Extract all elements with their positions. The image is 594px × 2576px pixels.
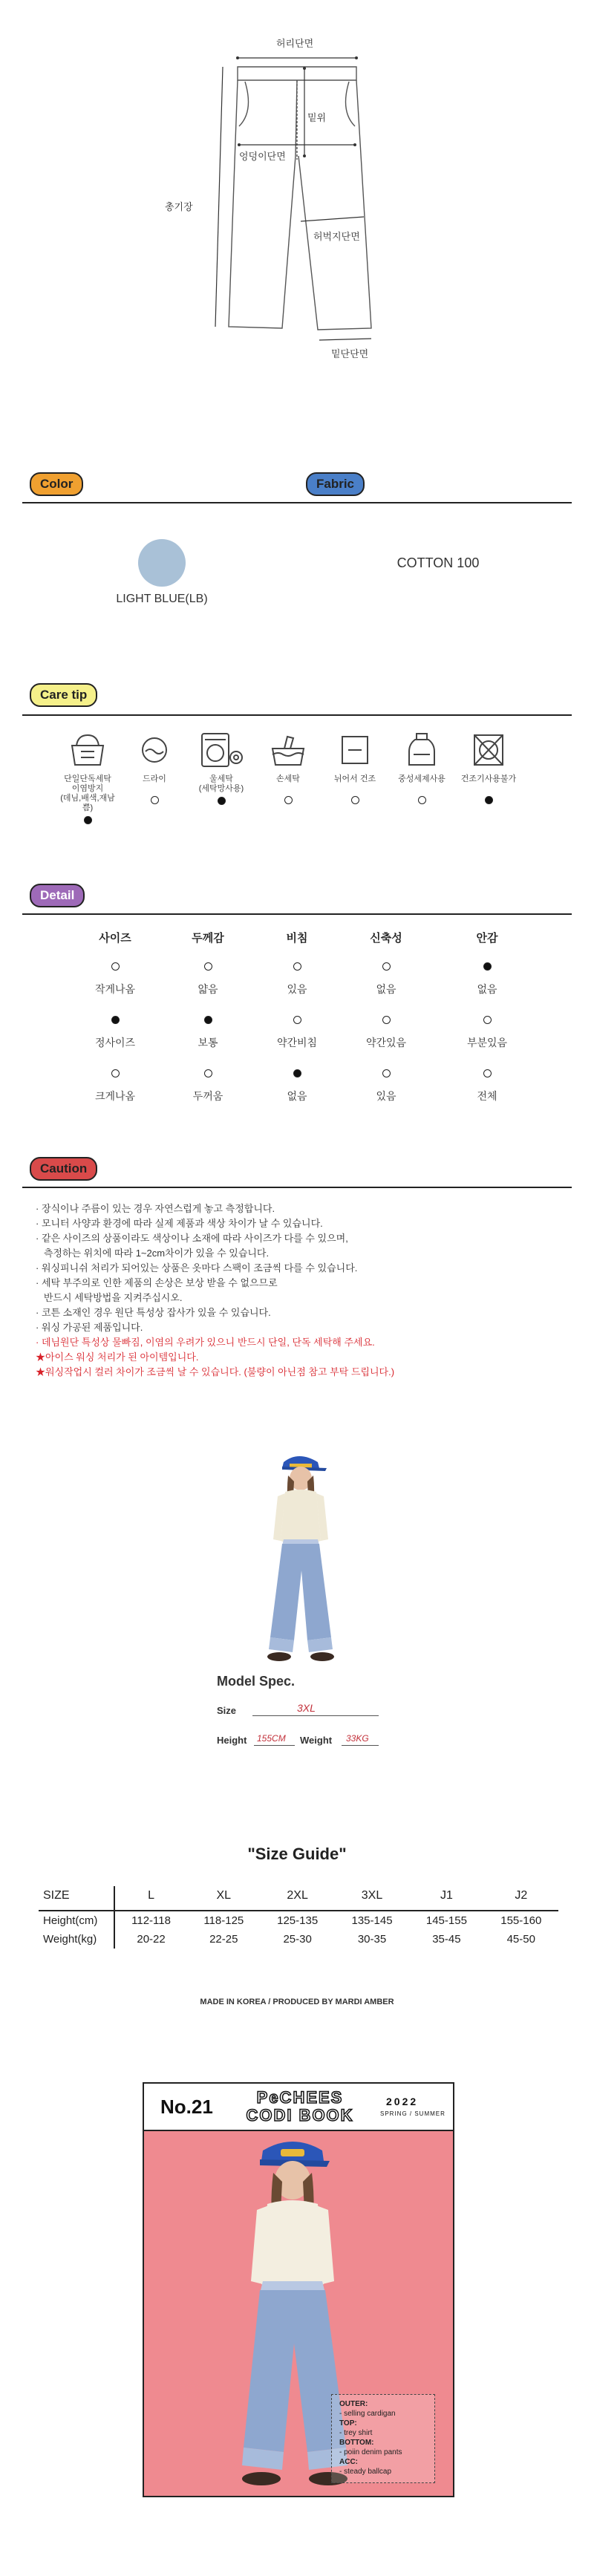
cover-year: 2022 — [386, 2096, 419, 2107]
size-cell: 25-30 — [283, 1933, 312, 1946]
detail-option: 약간비침 — [276, 1037, 318, 1049]
size-guide-title: "Size Guide" — [247, 1845, 347, 1863]
care-item — [258, 731, 318, 806]
detail-badge: Detail — [30, 884, 85, 907]
detail-option: 있음 — [376, 1090, 396, 1102]
caution-line: · 워싱 가공된 제품입니다. — [36, 1322, 143, 1333]
size-cell: 155-160 — [500, 1914, 542, 1927]
hand-wash-icon — [268, 731, 308, 769]
detail-dot — [382, 1069, 391, 1077]
model-size-label: Size — [217, 1705, 237, 1716]
detail-option: 얇음 — [198, 983, 218, 995]
detail-dot — [382, 962, 391, 971]
fabric-badge: Fabric — [306, 472, 365, 496]
detergent-icon — [402, 731, 442, 769]
model-weight-value: 33KG — [346, 1733, 369, 1744]
care-dot-off — [284, 796, 293, 804]
size-header-cell: SIZE — [39, 1886, 114, 1911]
detail-dot-selected — [293, 1069, 301, 1077]
label-rise: 밑위 — [307, 112, 327, 123]
caution-line-warning: · 데님원단 특성상 물빠짐, 이염의 우려가 있으니 반드시 단일, 단독 세탁해 주세요. — [36, 1337, 375, 1348]
credit-value: - steady ballcap — [339, 2468, 392, 2476]
detail-dot-selected — [111, 1016, 120, 1024]
model-spec-title: Model Spec. — [217, 1674, 296, 1689]
cover-logo-line2: CODI BOOK — [246, 2106, 354, 2125]
care-dot-on — [218, 797, 226, 805]
care-dot-off — [351, 796, 359, 804]
divider — [22, 1187, 572, 1188]
detail-dot — [204, 1069, 212, 1077]
divider — [22, 714, 572, 716]
detail-column-lining — [443, 930, 532, 1112]
care-tip-badge: Care tip — [30, 683, 97, 707]
size-cell: 145-155 — [425, 1914, 467, 1927]
label-total-length: 총기장 — [165, 201, 193, 212]
size-cell: 112-118 — [131, 1914, 171, 1927]
size-row-weight — [39, 1930, 558, 1949]
color-name: LIGHT BLUE(LB) — [116, 593, 208, 605]
detail-header: 사이즈 — [99, 932, 131, 945]
detail-dot — [483, 1016, 492, 1024]
caution-badge: Caution — [30, 1157, 97, 1181]
credit-value: - trey shirt — [339, 2429, 373, 2437]
credit-value: - poiin denim pants — [339, 2448, 402, 2456]
detail-dot — [293, 962, 301, 971]
cover-credits-box — [331, 2394, 435, 2483]
size-header-cell: J2 — [515, 1889, 528, 1902]
size-cell: 118-125 — [203, 1914, 244, 1927]
caution-list — [36, 1201, 570, 1380]
color-badge: Color — [30, 472, 83, 496]
weight-underline — [342, 1745, 379, 1746]
flat-dry-icon — [335, 731, 375, 769]
detail-option: 크게나옴 — [94, 1090, 136, 1102]
size-header-cell: XL — [216, 1889, 232, 1902]
detail-option: 부분있음 — [466, 1037, 508, 1049]
care-item — [192, 731, 251, 807]
caution-line: · 워싱피니쉬 처리가 되어있는 상품은 옷마다 스팩이 조금씩 다를 수 있습니다. — [36, 1262, 358, 1274]
detail-option: 없음 — [477, 983, 497, 995]
size-row-label: Height(cm) — [39, 1911, 114, 1930]
detail-option: 없음 — [287, 1090, 307, 1102]
size-cell: 30-35 — [357, 1933, 387, 1946]
detail-option: 약간있음 — [365, 1037, 407, 1049]
no-tumble-dry-icon — [469, 731, 509, 769]
detail-option: 정사이즈 — [94, 1037, 136, 1049]
model-height-label: Height — [217, 1735, 247, 1746]
size-header-cell: 3XL — [361, 1889, 383, 1902]
model-size-value: 3XL — [297, 1702, 316, 1714]
detail-option: 전체 — [477, 1090, 497, 1102]
detail-column-thickness — [163, 930, 252, 1112]
detail-column-sheerness — [252, 930, 342, 1112]
care-dot-off — [151, 796, 159, 804]
pants-measurement-diagram — [186, 30, 423, 371]
size-cell: 20-22 — [137, 1933, 166, 1946]
size-cell: 125-135 — [277, 1914, 319, 1927]
credit-key: BOTTOM: — [339, 2439, 374, 2447]
fabric-value: COTTON 100 — [396, 555, 480, 570]
care-item — [325, 731, 385, 806]
credit-key: TOP: — [339, 2419, 357, 2427]
care-dot-off — [418, 796, 426, 804]
label-hip: 엉덩이단면 — [239, 151, 286, 162]
size-guide-table — [39, 1886, 558, 1949]
codi-book-cover — [143, 2082, 454, 2497]
credit-key: ACC: — [339, 2458, 358, 2466]
detail-option: 작게나옴 — [94, 983, 136, 995]
detail-dot — [111, 1069, 120, 1077]
height-underline — [254, 1745, 295, 1746]
model-photo — [245, 1452, 356, 1667]
hand-wash-basin-icon — [68, 731, 108, 769]
detail-column-stretch — [342, 930, 431, 1112]
detail-option: 있음 — [287, 983, 307, 995]
caution-line-warning: ★워싱작업시 컬러 차이가 조금씩 날 수 있습니다. (불량이 아닌점 참고 부탁 드립니다.) — [36, 1366, 395, 1377]
care-label: 중성세제사용 — [398, 775, 446, 783]
made-in-text: MADE IN KOREA / PRODUCED BY MARDI AMBER — [200, 1998, 394, 2006]
care-item — [392, 731, 451, 806]
caution-line: · 세탁 부주의로 인한 제품의 손상은 보상 받을 수 없으므로 — [36, 1277, 278, 1288]
care-dot-on — [84, 816, 92, 824]
caution-line: · 코튼 소재인 경우 원단 특성상 잡사가 있을 수 있습니다. — [36, 1307, 271, 1318]
divider — [22, 502, 572, 503]
size-header-row — [39, 1886, 558, 1911]
care-dot-on — [485, 796, 493, 804]
label-thigh: 허벅지단면 — [313, 231, 360, 242]
detail-dot — [204, 962, 212, 971]
care-item — [125, 731, 184, 806]
size-cell: 35-45 — [432, 1933, 461, 1946]
detail-header: 안감 — [476, 932, 498, 945]
caution-line-warning: ★아이스 워싱 처리가 된 아이템입니다. — [36, 1351, 199, 1363]
caution-line: · 장식이나 주름이 있는 경우 자연스럽게 놓고 측정합니다. — [36, 1203, 275, 1214]
caution-line: 반드시 세탁방법을 지켜주십시오. — [36, 1292, 183, 1303]
label-waist: 허리단면 — [276, 38, 314, 49]
size-row-label: Weight(kg) — [39, 1930, 114, 1949]
detail-column-size — [71, 930, 160, 1112]
detail-header: 두께감 — [192, 932, 224, 945]
cover-logo-line1: PeCHEES — [256, 2088, 344, 2107]
model-weight-label: Weight — [300, 1735, 333, 1746]
size-row-height — [39, 1911, 558, 1930]
detail-dot — [293, 1016, 301, 1024]
credit-key: OUTER: — [339, 2400, 368, 2408]
color-swatch — [138, 539, 186, 587]
detail-dot — [483, 1069, 492, 1077]
caution-line: 측정하는 위치에 따라 1~2cm차이가 있을 수 있습니다. — [36, 1248, 270, 1259]
washing-machine-icon — [198, 731, 245, 769]
label-hem: 밑단단면 — [331, 348, 369, 359]
size-cell: 135-145 — [351, 1914, 393, 1927]
detail-option: 두꺼움 — [192, 1090, 223, 1102]
detail-dot-selected — [483, 962, 492, 971]
size-header-cell: L — [148, 1889, 155, 1902]
detail-option: 없음 — [376, 983, 396, 995]
cover-issue-number: No.21 — [160, 2096, 213, 2118]
cover-season: SPRING / SUMMER — [380, 2110, 446, 2117]
care-label: 뉘어서 건조 — [333, 775, 376, 783]
caution-line: · 같은 사이즈의 상품이라도 색상이나 소재에 따라 사이즈가 다를 수 있으며, — [36, 1233, 348, 1244]
care-label: 울세탁 (세탁망사용) — [198, 775, 244, 793]
detail-dot — [111, 962, 120, 971]
dry-clean-icon — [134, 731, 174, 769]
size-cell: 22-25 — [209, 1933, 238, 1946]
divider — [22, 913, 572, 915]
care-label: 단일단독세탁 이염방지 (데님,배색,재남쁨) — [60, 775, 115, 812]
detail-header: 비침 — [286, 932, 308, 945]
care-label: 드라이 — [143, 775, 166, 783]
size-header-cell: J1 — [440, 1889, 453, 1902]
size-header-cell: 2XL — [287, 1889, 308, 1902]
size-underline — [252, 1715, 379, 1716]
model-height-value: 155CM — [257, 1733, 286, 1744]
size-cell: 45-50 — [506, 1933, 535, 1946]
detail-dot-selected — [204, 1016, 212, 1024]
detail-header: 신축성 — [370, 932, 402, 945]
care-label: 손세탁 — [276, 775, 300, 783]
care-label: 건조기사용불가 — [460, 775, 517, 783]
detail-option: 보통 — [198, 1037, 218, 1049]
detail-dot — [382, 1016, 391, 1024]
credit-value: - selling cardigan — [339, 2410, 396, 2418]
care-item — [459, 731, 518, 806]
caution-line: · 모니터 사양과 환경에 따라 실제 제품과 색상 차이가 날 수 있습니다. — [36, 1218, 323, 1229]
care-item — [58, 731, 117, 826]
